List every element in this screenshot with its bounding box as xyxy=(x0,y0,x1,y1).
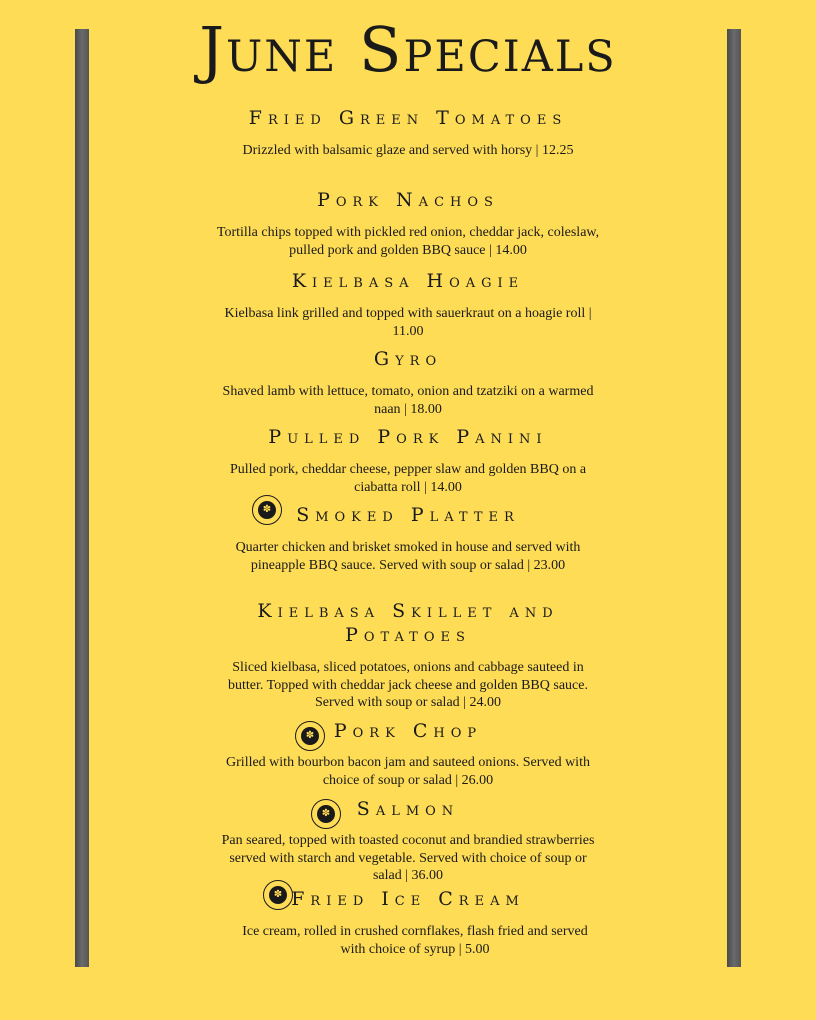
right-border-bar xyxy=(727,29,741,967)
item-description: Ice cream, rolled in crushed cornflakes, flash fried and served with choice of syrup | 5.00 xyxy=(242,924,588,957)
item-name: Kielbasa Hoagie xyxy=(291,270,525,292)
item-name: Pork Chop xyxy=(333,720,483,742)
item-name: Pork Nachos xyxy=(317,189,499,211)
gluten-free-icon: ✽ xyxy=(252,495,282,525)
item-name: Salmon xyxy=(356,798,460,820)
item-description: Pan seared, topped with toasted coconut and brandied strawberries served with starch and vegetable. Served with choice of soup or salad | 36.00 xyxy=(221,833,595,883)
item-name: Pulled Pork Panini xyxy=(268,426,548,448)
gluten-free-icon: ✽ xyxy=(311,799,341,829)
item-description: Grilled with bourbon bacon jam and sauteed onions. Served with choice of soup or salad | 26.00 xyxy=(226,755,590,788)
page-title: June Specials xyxy=(199,13,617,86)
item-description: Shaved lamb with lettuce, tomato, onion and tzatziki on a warmed naan | 18.00 xyxy=(222,384,594,417)
item-name: Fried Green Tomatoes xyxy=(248,107,568,129)
item-description: Pulled pork, cheddar cheese, pepper slaw and golden BBQ on a ciabatta roll | 14.00 xyxy=(229,462,587,495)
item-description: Tortilla chips topped with pickled red onion, cheddar jack, coleslaw, pulled pork and golden BBQ sauce | 14.00 xyxy=(216,225,600,258)
item-name: Kielbasa Skillet and Potatoes xyxy=(257,600,559,646)
gluten-free-icon: ✽ xyxy=(263,880,293,910)
item-name: Smoked Platter xyxy=(296,504,520,526)
left-border-bar xyxy=(75,29,89,967)
item-description: Drizzled with balsamic glaze and served with horsy | 12.25 xyxy=(242,143,574,158)
item-description: Kielbasa link grilled and topped with sauerkraut on a hoagie roll | 11.00 xyxy=(224,306,592,339)
item-description: Sliced kielbasa, sliced potatoes, onions and cabbage sauteed in butter. Topped with cheddar jack cheese and golden BBQ sauce. Served with soup or salad | 24.00 xyxy=(228,660,588,710)
item-description: Quarter chicken and brisket smoked in house and served with pineapple BBQ sauce. Served with soup or salad | 23.00 xyxy=(235,540,581,573)
item-name: Fried Ice Cream xyxy=(291,888,525,910)
item-name: Gyro xyxy=(373,348,443,370)
gluten-free-icon: ✽ xyxy=(295,721,325,751)
